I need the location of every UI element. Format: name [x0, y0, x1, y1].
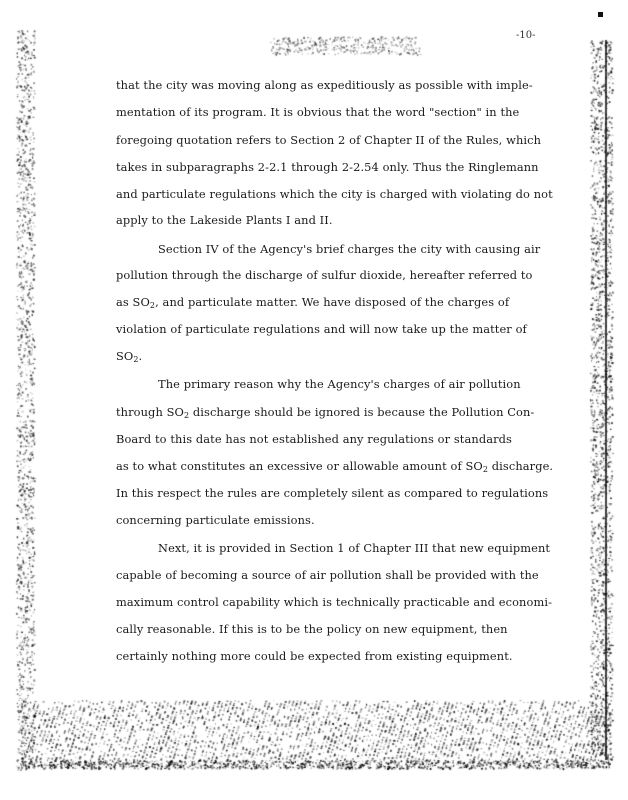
text-line: Next, it is provided in Section 1 of Chapter III that new equipment: [158, 541, 551, 555]
text-line: that the city was moving along as expeditiously as possible with imple-: [116, 78, 533, 92]
text-line: cally reasonable. If this is to be the policy on new equipment, then: [116, 622, 508, 636]
text-line: through $SO_2$ discharge should be ignored is because the Pollution Con-: [116, 405, 535, 420]
text-line: The primary reason why the Agency's charges of air pollution: [158, 377, 521, 391]
text-line: $SO_2$.: [116, 349, 143, 364]
text-line: Section IV of the Agency's brief charges the city with causing air: [158, 242, 541, 256]
text-line: capable of becoming a source of air pollution shall be provided with the: [116, 568, 539, 582]
text-line: as to what constitutes an excessive or allowable amount of $SO_2$ discharge.: [116, 459, 554, 474]
text-line: foregoing quotation refers to Section 2 of Chapter II of the Rules, which: [116, 133, 542, 147]
text-line: certainly nothing more could be expected from existing equipment.: [116, 649, 513, 663]
text-line: Board to this date has not established any regulations or standards: [116, 432, 512, 446]
scan-speck: [598, 12, 603, 17]
text-line: maximum control capability which is technically practicable and economi-: [116, 595, 553, 609]
text-line: apply to the Lakeside Plants I and II.: [116, 213, 333, 227]
text-line: concerning particulate emissions.: [116, 513, 315, 527]
text-line: and particulate regulations which the city is charged with violating do not: [116, 187, 553, 201]
text-line: In this respect the rules are completely silent as compared to regulations: [116, 486, 549, 500]
page-number: -10-: [516, 30, 536, 41]
text-line: mentation of its program. It is obvious that the word "section" in the: [116, 105, 520, 119]
text-line: takes in subparagraphs 2-2.1 through 2-2.54 only. Thus the Ringlemann: [116, 160, 539, 174]
text-line: violation of particulate regulations and will now take up the matter of: [116, 322, 527, 336]
text-line: as $SO_2$, and particulate matter. We have disposed of the charges of: [116, 295, 510, 310]
text-line: pollution through the discharge of sulfur dioxide, hereafter referred to: [116, 268, 533, 282]
